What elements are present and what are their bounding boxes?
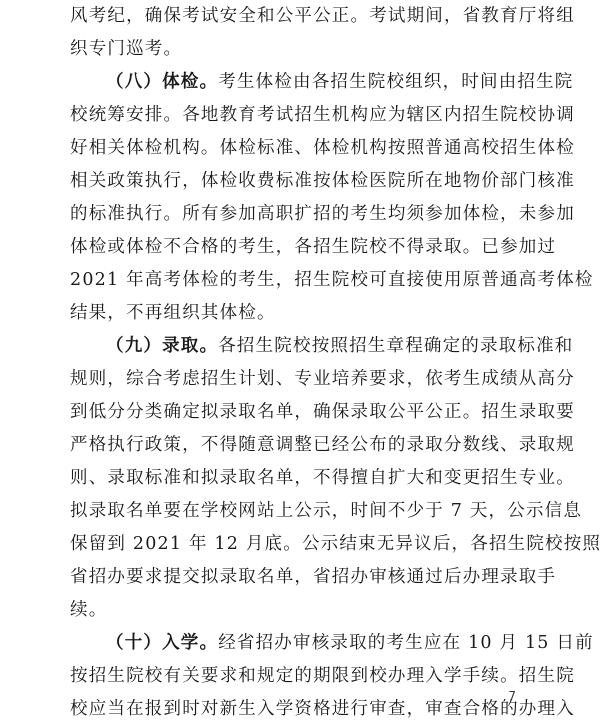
paragraph-line: 续。 [70,600,108,620]
paragraph-line: 保留到 2021 年 12 月底。公示结束无异议后，各招生院校按照 [70,534,601,554]
section-8-first-line [106,68,574,96]
paragraph-line: 2021 年高考体检的考生，招生院校可直接使用原普通高考体检 [70,270,594,290]
paragraph-line: 校统筹安排。各地教育考试招生机构应为辖区内招生院校协调 [70,105,575,125]
paragraph-line: 严格执行政策，不得随意调整已经公布的录取分数线、录取规 [70,435,575,455]
section-9-first-line [106,332,574,360]
paragraph-line: 体检或体检不合格的考生，各招生院校不得录取。已参加过 [70,237,557,257]
section-10-first-line [106,629,594,657]
paragraph-line: 规则，综合考虑招生计划、专业培养要求，依考生成绩从高分 [70,369,575,389]
page-number: 7 [508,689,516,703]
paragraph-line: 风考纪，确保考试安全和公平公正。考试期间，省教育厅将组 [70,6,575,26]
paragraph-line: 按招生院校有关要求和规定的期限到校办理入学手续。招生院 [70,666,575,686]
paragraph-line: 到低分分类确定拟录取名单，确保录取公平公正。招生录取要 [70,402,575,422]
paragraph-line: 织专门巡考。 [70,39,183,59]
paragraph-line: 校应当在报到时对新生入学资格进行审查，审查合格的办理入 [70,699,575,719]
section-9-heading: （九）录取。 [106,336,219,356]
section-10-text: 经省招办审核录取的考生应在 10 月 15 日前 [218,633,594,653]
section-8-text: 考生体检由各招生院校组织，时间由招生院 [218,72,574,92]
section-9-text: 各招生院校按照招生章程确定的录取标准和 [218,336,574,356]
paragraph-line: 相关政策执行，体检收费标准按体检医院所在地物价部门核准 [70,171,575,191]
paragraph-line: 好相关体检机构。体检标准、体检机构按照普通高校招生体检 [70,138,575,158]
paragraph-line: 拟录取名单要在学校网站上公示，时间不少于 7 天，公示信息 [70,501,583,521]
paragraph-line: 的标准执行。所有参加高职扩招的考生均须参加体检，未参加 [70,204,575,224]
section-8-heading: （八）体检。 [106,72,219,92]
paragraph-line: 省招办要求提交拟录取名单，省招办审核通过后办理录取手 [70,567,557,587]
paragraph-line: 结果，不再组织其体检。 [70,303,276,323]
paragraph-line: 则、录取标准和拟录取名单，不得擅自扩大和变更招生专业。 [70,468,575,488]
section-10-heading: （十）入学。 [106,633,219,653]
document-page [70,0,601,719]
